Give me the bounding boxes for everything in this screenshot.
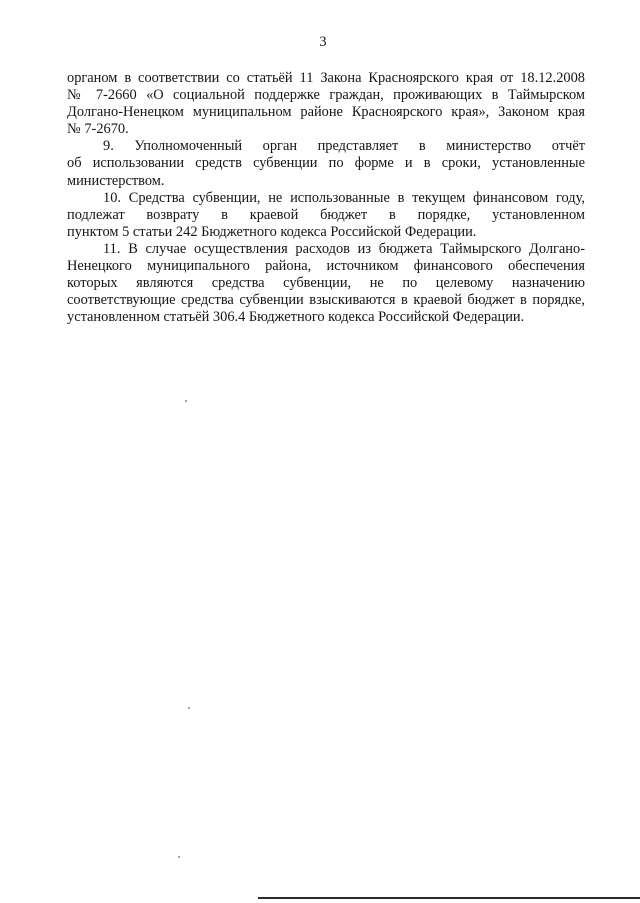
text-line: соответствующие средства субвенции взыскиваются в краевой бюджет в порядке,	[67, 292, 585, 309]
clause-9-paragraph	[67, 138, 585, 189]
scan-speck	[185, 400, 187, 402]
scan-edge-line	[258, 897, 640, 899]
text-line: 9. Уполномоченный орган представляет в министерство отчёт	[103, 138, 585, 155]
clause-10-paragraph	[67, 190, 585, 241]
page-number: 3	[319, 34, 327, 50]
document-body	[67, 70, 585, 326]
text-line: Ненецкого муниципального района, источником финансового обеспечения	[67, 258, 585, 275]
scan-speck	[188, 707, 190, 709]
text-line: которых являются средства субвенции, не по целевому назначению	[67, 275, 585, 292]
text-line: министерством.	[67, 172, 165, 189]
text-line: № 7-2660 «О социальной поддержке граждан, проживающих в Таймырском	[67, 87, 585, 104]
text-line: № 7-2670.	[67, 121, 129, 138]
paragraph-continuation	[67, 70, 585, 138]
clause-11-paragraph	[67, 241, 585, 326]
text-line: 11. В случае осуществления расходов из бюджета Таймырского Долгано-	[103, 240, 585, 257]
text-line: об использовании средств субвенции по форме и в сроки, установленные	[67, 155, 585, 172]
text-line: подлежат возврату в краевой бюджет в порядке, установленном	[67, 206, 585, 223]
text-line: 10. Средства субвенции, не использованные в текущем финансовом году,	[103, 189, 585, 206]
text-line: Долгано-Ненецком муниципальном районе Красноярского края», Законом края	[67, 104, 585, 121]
text-line: установленном статьёй 306.4 Бюджетного кодекса Российской Федерации.	[67, 309, 525, 326]
text-line: пунктом 5 статьи 242 Бюджетного кодекса Российской Федерации.	[67, 223, 477, 240]
scan-speck	[178, 856, 180, 858]
text-line: органом в соответствии со статьёй 11 Закона Красноярского края от 18.12.2008	[67, 70, 585, 86]
